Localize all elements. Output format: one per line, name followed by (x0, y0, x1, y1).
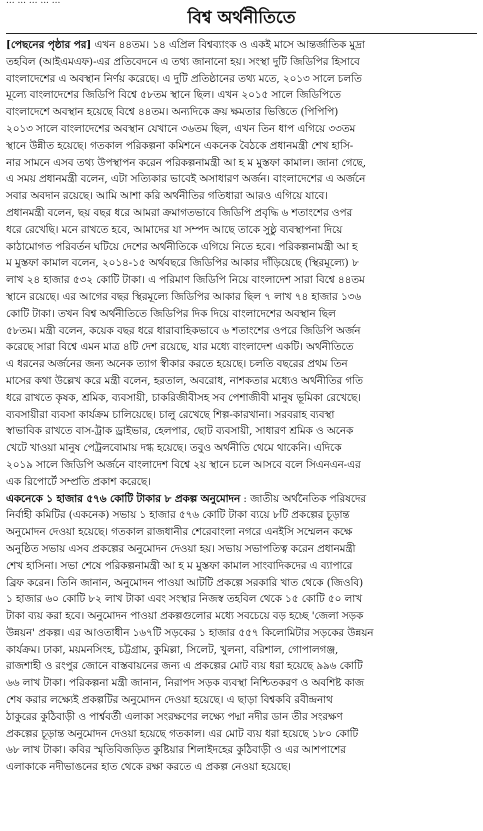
article-line (6, 742, 477, 759)
article-line (6, 323, 477, 340)
article-line (6, 591, 477, 608)
article-line-text: বাংলাদেশে অবস্থান হয়েছে বিশ্বে ৪৪তম। অন্যদিকে ক্রয় ক্ষমতার ভিত্তিতে (পিপিপি) (6, 106, 339, 119)
article-line (6, 726, 477, 743)
article-line-text: করেছে সারা বিশ্বে এমন মাত্র ৪টি দেশ রয়েছে, যার মধ্যে বাংলাদেশ একটি। অর্থনীতিতে (6, 341, 354, 354)
article-line (6, 339, 477, 356)
article-line (6, 71, 477, 88)
article-line-text: শেষ করার লক্ষ্যেই প্রকল্পটির অনুমোদন দেওয়া হয়েছে। এ ছাড়া বিশ্বকবি রবীন্দ্রনাথ (6, 694, 333, 707)
article-body (6, 37, 477, 776)
article-line-text: মূল্যে বাংলাদেশের জিডিপি বিশ্বে ৫৮তম স্থানে ছিল। এখন ২০১৫ সালে জিডিপিতে (6, 89, 341, 102)
article-line-text: এ সময় প্রধানমন্ত্রী বলেন, এটা সত্যিকার ভাবেই অসাধারণ অর্জন। বাংলাদেশের এ অর্জনে (6, 173, 366, 186)
article-line-text: ১ হাজার ৬০ কোটি ৮২ লাখ টাকা এবং সংস্থার নিজস্ব তহবিল থেকে ১৫ কোটি ৫০ লাখ (6, 593, 362, 606)
article-line-text: অনুষ্ঠিত সভায় এসব প্রকল্পের অনুমোদন দেওয়া হয়। সভায় সভাপতিত্ব করেন প্রধানমন্ত্রী (6, 542, 356, 555)
article-line (6, 423, 477, 440)
article-line-text: ৫৮তম। মন্ত্রী বলেন, কয়েক বছর ধরে ধারাবাহিকভাবে ৬ শতাংশের ওপরে জিডিপি অর্জন (6, 324, 361, 337)
headline-divider (6, 33, 477, 34)
article-line-text: স্বাভাবিক রাখতে বাস-ট্রাক ড্রাইভার, হেলপার, ছোট ব্যবসায়ী, সাধারণ শ্রমিক ও অনেক (6, 425, 354, 438)
article-line-text: টাকা ব্যয় করা হবে। অনুমোদন পাওয়া প্রকল্পগুলোর মধ্যে সবচেয়ে বড় হচ্ছে 'জেলা সড়ক (6, 610, 364, 623)
article-line (6, 255, 477, 272)
article-line-text: মাসের কথা উল্লেখ করে মন্ত্রী বলেন, হরতাল, অবরোধ, নাশকতার মধ্যেও অর্থনীতির গতি (6, 374, 363, 387)
article-line-text: প্রকল্পের চূড়ান্ত অনুমোদন দেওয়া হয়েছে গতকাল। এর মোট ব্যয় ধরা হয়েছে ১৮০ কোটি (6, 727, 359, 740)
article-line (6, 558, 477, 575)
article-line-text: ধরে রাখতে কৃষক, শ্রমিক, ব্যবসায়ী, চাকরিজীবীসহ সব পেশাজীবী মানুষ ভূমিকা রেখেছে। (6, 391, 361, 404)
article-line-lead: [পেছনের পৃষ্ঠার পর] (6, 39, 92, 51)
article-line-text: রাজশাহী ও রংপুর জোনে বাস্তবায়নের জন্য এ প্রকল্পের মোট ব্যয় ধরা হয়েছে ৯৯৬ কোটি (6, 660, 363, 673)
article-line-text: কার্যক্রম। ঢাকা, ময়মনসিংহ, চট্টগ্রাম, কুমিল্লা, সিলেট, খুলনা, বরিশাল, গোপালগঞ্জ, (6, 643, 339, 656)
article-line-lead: একনেকে ১ হাজার ৫৭৬ কোটি টাকার ৮ প্রকল্প অনুমোদন (6, 492, 241, 505)
article-line (6, 507, 477, 524)
article-line-text: কাঠামোগত পরিবর্তন ঘটিয়ে দেশের অর্থনীতিকে এগিয়ে নিতে হবে। পরিকল্পনামন্ত্রী আ হ (6, 240, 358, 253)
article-line (6, 541, 477, 558)
article-line (6, 575, 477, 592)
article-line-text: ঠাকুরের কুঠিবাড়ী ও পার্শ্ববর্তী এলাকা সংরক্ষণের লক্ষ্যে পদ্মা নদীর ডান তীর সংরক্ষণ (6, 710, 343, 723)
article-line (6, 474, 477, 491)
article-line (6, 239, 477, 256)
article-line-text: ম মুস্তফা কামাল বলেন, ২০১৪-১৫ অর্থবছরে জিডিপির আকার দাঁড়িয়েছে (স্থিরমূল্যে) ৮ (6, 257, 359, 270)
article-line-text: স্থানে রয়েছে। এর আগের বছর স্থিরমূল্যে জিডিপির আকার ছিল ৭ লাখ ৭৪ হাজার ১৩৬ (6, 290, 362, 303)
article-headline: বিশ্ব অর্থনীতিতে (187, 8, 296, 28)
article-line-text: উন্নয়ন' প্রকল্প। এর আওতাধীন ১৬৭টি সড়কের ১ হাজার ৫৫৭ কিলোমিটার সড়কের উন্নয়ন (6, 626, 374, 639)
article-line (6, 222, 477, 239)
article-line (6, 138, 477, 155)
article-line (6, 87, 477, 104)
article-line (6, 642, 477, 659)
article-line-text: ২০১৯ সালে জিডিপি অর্জনে বাংলাদেশ বিশ্বে ২য় স্থানে চলে আসবে বলে সিএনএন-এর (6, 458, 361, 471)
article-line (6, 491, 477, 508)
top-cut-text: ... ... ... ... ... (6, 0, 61, 6)
article-line-text: তহবিল (আইএমএফ)-এর প্রতিবেদনে এ তথ্য জানানো হয়। সংস্থা দুটি জিডিপির হিসাবে (6, 55, 360, 68)
article-line (6, 390, 477, 407)
article-line (6, 54, 477, 71)
article-line (6, 709, 477, 726)
article-line (6, 440, 477, 457)
article-line (6, 121, 477, 138)
article-line-text: এলাকাকে নদীভাঙনের হাত থেকে রক্ষা করতে এ প্রকল্প নেওয়া হয়েছে। (6, 761, 291, 774)
article-line-text: শেখ হাসিনা। সভা শেষে পরিকল্পনামন্ত্রী আ হ ম মুস্তফা কামাল সাংবাদিকদের এ ব্যাপারে (6, 559, 353, 572)
article-line-text: ২০১৩ সালে বাংলাদেশের অবস্থান যেখানে ৩৬তম ছিল, এখন তিন ধাপ এগিয়ে ৩৩তম (6, 122, 356, 135)
article-line (6, 37, 477, 54)
article-line (6, 205, 477, 222)
article-line-text: এ ধরনের অর্জনের জন্য অনেক ত্যাগ স্বীকার করতে হয়েছে। চলতি বছরের প্রথম তিন (6, 358, 348, 371)
article-line (6, 188, 477, 205)
article-line-text: ধরে রেখেছি। মনে রাখতে হবে, আমাদের যা সম্পদ আছে তাকে সুষ্ঠু ব্যবস্থাপনা দিয়ে (6, 223, 343, 236)
article-line-text: অনুমোদন দেওয়া হয়েছে। গতকাল রাজধানীর শেরেবাংলা নগরে এনইসি সম্মেলন কক্ষে (6, 526, 353, 539)
article-line-text: ৬৬ লাখ টাকা। পরিকল্পনা মন্ত্রী জানান, নিরাপদ সড়ক ব্যবস্থা নিশ্চিতকরণ ও অবশিষ্ট কাজ (6, 677, 365, 690)
article-line (6, 155, 477, 172)
article-line-text: ব্রিফ করেন। তিনি জানান, অনুমোদন পাওয়া আটটি প্রকল্পে সরকারি খাত থেকে (জিওবি) (6, 576, 364, 589)
article-line-text: বাংলাদেশের এ অবস্থান নির্ণয় করেছে। এ দুটি প্রতিষ্ঠানের তথ্য মতে, ২০১৩ সালে চলতি (6, 72, 362, 85)
article-line (6, 608, 477, 625)
article-line (6, 759, 477, 776)
article-line (6, 658, 477, 675)
article-line-text: : জাতীয় অর্থনৈতিক পরিষদের (240, 492, 367, 505)
article-line (6, 692, 477, 709)
article-line (6, 524, 477, 541)
article-line (6, 373, 477, 390)
article-line (6, 675, 477, 692)
article-line (6, 306, 477, 323)
article-line (6, 407, 477, 424)
article-line (6, 104, 477, 121)
article-line-text: নির্বাহী কমিটির (একনেক) সভায় ১ হাজার ৫৭৬ কোটি টাকা ব্যয়ে ৮টি প্রকল্পের চূড়ান্ত (6, 509, 350, 522)
article-line-text: এক রিপোর্টে সম্প্রতি প্রকাশ করেছে। (6, 475, 151, 488)
article-line (6, 171, 477, 188)
article-line-text: এখন ৪৪তম। ১৪ এপ্রিল বিশ্বব্যাংক ও একই মাসে আন্তর্জাতিক মুদ্রা (91, 39, 365, 51)
article-line-text: কোটি টাকা। তখন বিশ্ব অর্থনীতিতে জিডিপির দিক দিয়ে বাংলাদেশের অবস্থান ছিল (6, 307, 336, 320)
article-line-text: লাখ ২৪ হাজার ৫৩২ কোটি টাকা। এ পরিমাণ জিডিপি নিয়ে বাংলাদেশ সারা বিশ্বে ৪৪তম (6, 274, 365, 287)
article-line (6, 356, 477, 373)
article-line (6, 289, 477, 306)
article-line-text: স্থানে উন্নীত হয়েছে। গতকাল পরিকল্পনা কমিশনে একনেক বৈঠকে প্রধানমন্ত্রী শেখ হাসি- (6, 139, 354, 152)
article-line-text: ৬৮ লাখ টাকা। কবির স্মৃতিবিজড়িত কুষ্টিয়ার শিলাইদহের কুঠিবাড়ী ও এর আশপাশের (6, 744, 346, 757)
article-line-text: সবার অবদান রয়েছে। আমি আশা করি অর্থনীতির গতিধারা আরও এগিয়ে যাবে। (6, 190, 328, 203)
article-line-text: প্রধানমন্ত্রী বলেন, ছয় বছর ধরে আমরা ক্রমাগতভাবে জিডিপি প্রবৃদ্ধি ৬ শতাংশের ওপর (6, 206, 353, 219)
article-line (6, 457, 477, 474)
article-line-text: ব্যবসায়ীরা ব্যবসা কার্যক্রম চালিয়েছে। চালু রেখেছে শিল্প-কারখানা। সরবরাহ ব্যবস্থা (6, 408, 335, 421)
article-line-text: খেটে খাওয়া মানুষ পেট্রলবোমায় দগ্ধ হয়েছে। তবুও অর্থনীতি থেমে থাকেনি। এদিকে (6, 442, 342, 455)
article-line (6, 272, 477, 289)
article-line-text: নার সামনে এসব তথ্য উপস্থাপন করেন পরিকল্পনামন্ত্রী আ হ ম মুস্তফা কামাল। জানা গেছে, (6, 156, 367, 169)
article-line (6, 625, 477, 642)
